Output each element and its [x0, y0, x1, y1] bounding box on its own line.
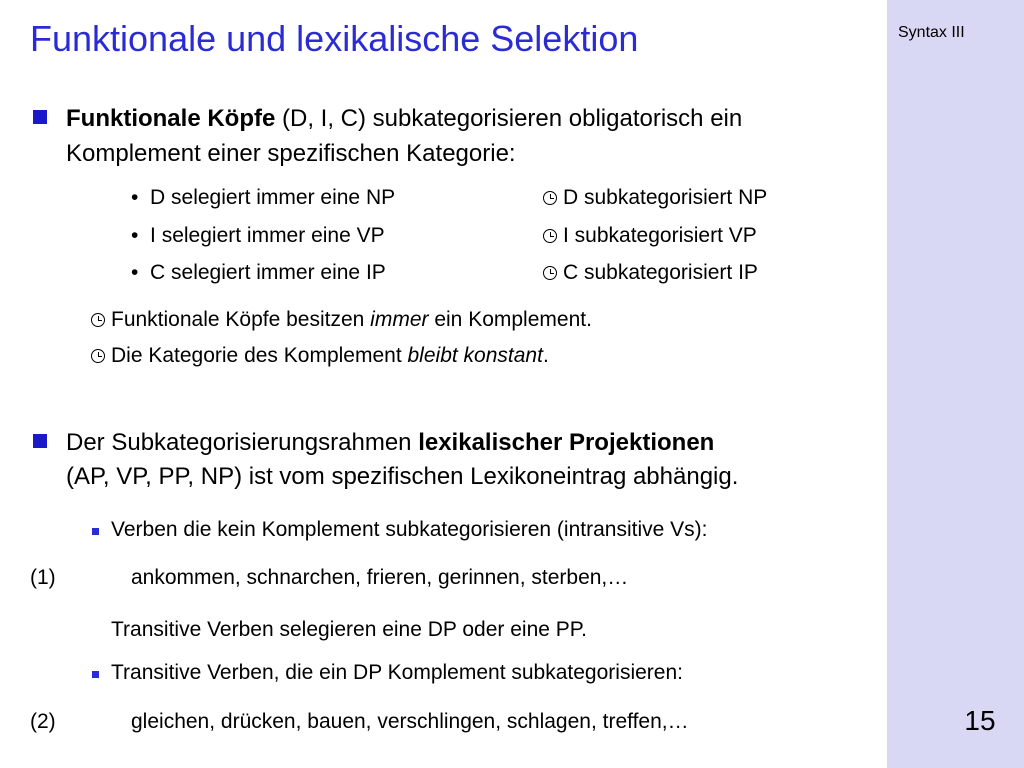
example-text: gleichen, drücken, bauen, verschlingen, schlagen, treffen,…: [131, 710, 689, 733]
note-line: [91, 308, 592, 332]
note-line: [91, 344, 549, 368]
point2-line2: (AP, VP, PP, NP) ist vom spezifischen Lexikoneintrag abhängig.: [66, 463, 739, 490]
clock-icon: [543, 191, 557, 205]
bullet-text: D selegiert immer eine NP: [150, 186, 396, 209]
clock-icon: [91, 349, 105, 363]
point1-rest: (D, I, C) subkategorisieren obligatorisch ein: [275, 105, 743, 132]
point1-bold: Funktionale Köpfe: [66, 105, 276, 132]
bullet-item: • D selegiert immer eine NP: [131, 186, 396, 209]
example-number: (2): [30, 710, 56, 733]
consequence-text: I subkategorisiert VP: [563, 224, 757, 247]
square-bullet-icon: [33, 434, 47, 448]
example-number: (1): [30, 566, 56, 589]
note-text: Funktionale Köpfe besitzen: [111, 308, 371, 331]
note-text: Die Kategorie des Komplement: [111, 344, 408, 367]
point2-pre: Der Subkategorisierungsrahmen: [66, 429, 419, 456]
consequence-item: [543, 261, 758, 285]
clock-icon: [91, 313, 105, 327]
consequence-text: C subkategorisiert IP: [563, 261, 758, 284]
example-text: ankommen, schnarchen, frieren, gerinnen, sterben,…: [131, 566, 629, 589]
point2-line1: [66, 425, 714, 460]
point1-line1: [66, 101, 742, 136]
consequence-item: [543, 224, 757, 248]
consequence-text: D subkategorisiert NP: [563, 186, 768, 209]
bullet-item: • C selegiert immer eine IP: [131, 261, 386, 284]
sub-point: Transitive Verben, die ein DP Komplement subkategorisieren:: [111, 661, 683, 684]
bullet-text: C selegiert immer eine IP: [150, 261, 386, 284]
course-label: Syntax III: [898, 24, 965, 41]
small-square-bullet-icon: [92, 671, 99, 678]
point2-bold: lexikalischer Projektionen: [418, 429, 715, 456]
square-bullet-icon: [33, 110, 47, 124]
note-text: ein Komplement.: [428, 308, 592, 331]
note-text: .: [542, 344, 549, 367]
consequence-item: [543, 186, 767, 210]
bullet-item: • I selegiert immer eine VP: [131, 224, 385, 247]
note-emphasis: bleibt konstant: [407, 344, 543, 367]
bullet-text: I selegiert immer eine VP: [150, 224, 385, 247]
point1-line2: Komplement einer spezifischen Kategorie:: [66, 140, 516, 167]
note-emphasis: immer: [370, 308, 429, 331]
clock-icon: [543, 266, 557, 280]
slide-title: Funktionale und lexikalische Selektion: [30, 18, 639, 59]
page-number: 15: [964, 705, 996, 736]
clock-icon: [543, 229, 557, 243]
transitive-note: Transitive Verben selegieren eine DP oder eine PP.: [111, 618, 587, 641]
sidebar-panel: [887, 0, 1024, 768]
sub-point: Verben die kein Komplement subkategorisieren (intransitive Vs):: [111, 518, 708, 541]
small-square-bullet-icon: [92, 528, 99, 535]
